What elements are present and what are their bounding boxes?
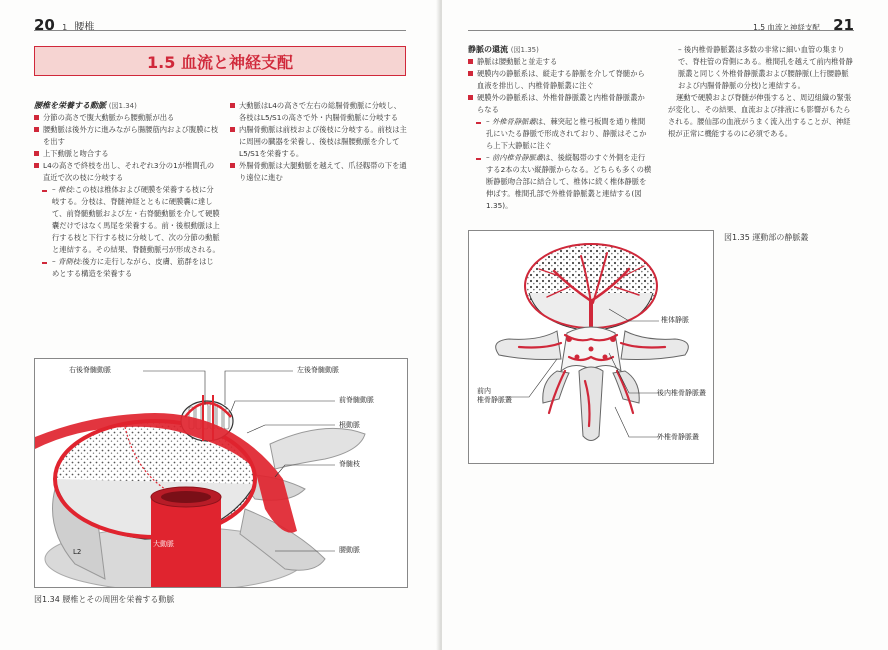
veins-heading-ref: (図1.35)	[510, 46, 539, 54]
sub-item-text: :後方に走行しながら、皮膚、筋群をはじめとする構造を栄養する	[52, 257, 214, 278]
list-item: 内腸骨動脈は前枝および後枝に分岐する。前枝は主に周囲の臓器を栄養し、後枝は腸腰動脈を介してL5/S1を栄養する。	[230, 124, 408, 160]
right-header-rule	[468, 30, 854, 31]
left-column-1	[34, 100, 220, 280]
anterior-spinal-artery-label: 前脊髄動脈	[339, 396, 374, 404]
right-column-1	[468, 44, 652, 212]
list-item: 外腸骨動脈は大腿動脈を越えて、爪径靱帯の下を通り遠位に進む	[230, 160, 408, 184]
right-posterior-spinal-artery-label: 右後脊髄動脈	[69, 366, 111, 374]
list-item: 上下動脈と吻合する	[34, 148, 220, 160]
l2-label: L2	[73, 548, 82, 556]
radicular-artery-label: 根動脈	[339, 421, 360, 429]
veins-heading	[468, 44, 652, 56]
list-item: 硬膜外の静脈系は、外椎骨静脈叢と内椎骨静脈叢からなる	[468, 92, 652, 116]
figure-1-34	[34, 358, 408, 588]
figure-1-35	[468, 230, 714, 464]
arteries-heading-text: 腰椎を栄養する動脈	[34, 101, 106, 110]
sub-item-text: は、棘突起と椎弓板間を通り椎間孔にいたる静脈で形成されており、静脈はそこから上下大静脈に注ぐ	[486, 117, 647, 150]
arteries-heading	[34, 100, 220, 112]
left-posterior-spinal-artery-label: 左後脊髄動脈	[297, 366, 339, 374]
posterior-internal-plexus-label: 後内椎骨静脈叢	[657, 389, 706, 397]
left-header-rule	[34, 30, 406, 31]
paragraph-text: 運動で硬膜および脊髄が伸張すると、周辺組織の緊張が変化し、その結果、血流および排液にも影響がもたらされる。腰仙部の血液がうまく流入出することが、神経根が正常に機能するのに必須である。	[668, 93, 852, 138]
left-running-header	[34, 16, 94, 34]
sub-item-label: – 外椎骨静脈叢	[486, 117, 536, 126]
caption-number: 図1.35	[724, 233, 750, 242]
list-item: L4の高さで終枝を出し、それぞれ3分の1が椎間孔の直近で次の枝に分岐する	[34, 160, 220, 184]
right-page-number: 21	[833, 16, 854, 34]
sub-item-external-plexus	[468, 116, 652, 152]
arteries-heading-ref: (図1.34)	[108, 102, 137, 110]
list-item: 腰動脈は後外方に進みながら腸腰筋内および腹膜に枝を出す	[34, 124, 220, 148]
left-page-number: 20	[34, 16, 55, 34]
list-item: 静脈は腰動脈と並走する	[468, 56, 652, 68]
list-item: 大動脈はL4の高さで左右の総腸骨動脈に分岐し、各枝はL5/S1の高さで外・内腸骨動脈に分岐する	[230, 100, 408, 124]
sub-item-label: – 背側枝	[52, 257, 80, 266]
caption-text: 腰椎とその周囲を栄養する動脈	[62, 595, 175, 604]
sub-item-text: は、後縦靱帯のすぐ外側を走行する2本の太い縦静脈からなる。どちらも多くの横断静脈吻合部に結合して、椎体に続く椎体静脈を伸ばす。椎間孔部で外椎骨静脈叢と連結する(図1.35)。	[486, 153, 652, 210]
venous-plexus-illustration	[469, 231, 713, 463]
list-item: 硬膜内の静脈系は、縦走する静脈を介して脊髄から血液を排出し、内椎骨静脈叢に注ぐ	[468, 68, 652, 92]
right-page	[442, 0, 888, 650]
caption-text: 運動部の静脈叢	[752, 233, 809, 242]
chapter-number: 1	[62, 23, 68, 32]
right-header-text: 1.5 血流と神経支配	[753, 23, 820, 32]
posterior-internal-plexus-text: – 後内椎骨静脈叢は多数の非常に細い血管の集まりで、脊柱管の背側にある。椎間孔を越えて前内椎骨静脈叢と同じく外椎骨静脈叢および腰静脈(上行腰静脈および内腸骨静脈の分枝)と連結する。	[678, 45, 853, 90]
lumbar-artery-label: 腰動脈	[339, 546, 360, 554]
aorta-label: 大動脈	[153, 540, 174, 548]
veins-heading-text: 静脈の還流	[468, 45, 508, 54]
sub-item-anterior-internal-plexus	[468, 152, 652, 212]
right-running-header	[710, 16, 854, 34]
section-title: 1.5 血流と神経支配	[34, 46, 406, 76]
sub-item-dorsal-branch	[34, 256, 220, 280]
right-column-2	[668, 44, 854, 140]
left-page	[0, 0, 440, 650]
sub-item-vertebral-branch	[34, 184, 220, 256]
list-item: 分節の高さで腹大動脈から腰動脈が出る	[34, 112, 220, 124]
sub-item-label: – 椎枝	[52, 185, 73, 194]
vertebral-body-vein-label: 椎体静脈	[661, 316, 689, 324]
figure-1-34-caption	[34, 594, 174, 605]
left-column-2	[230, 100, 408, 184]
caption-number: 図1.34	[34, 595, 60, 604]
sub-item-text: :この枝は椎体および硬膜を栄養する枝に分岐する。分枝は、脊髄神経とともに硬膜囊に達して、前脊髄動脈および左・右脊髄動脈を介して硬膜囊だけではなく馬尾を栄養する。前・後根動脈は上行する枝と下行する枝に分岐して、次の分節の動脈と連結する。その結果、脊髄動脈弓が形成される。	[52, 185, 220, 254]
chapter-title: 腰椎	[74, 22, 95, 33]
anterior-internal-plexus-label: 前内 椎骨静脈叢	[477, 387, 512, 404]
figure-1-35-caption	[724, 232, 808, 243]
spinal-branch-label: 脊髄枝	[339, 460, 360, 468]
external-plexus-label: 外椎骨静脈叢	[657, 433, 699, 441]
sub-item-label: – 前内椎骨静脈叢	[486, 153, 544, 162]
